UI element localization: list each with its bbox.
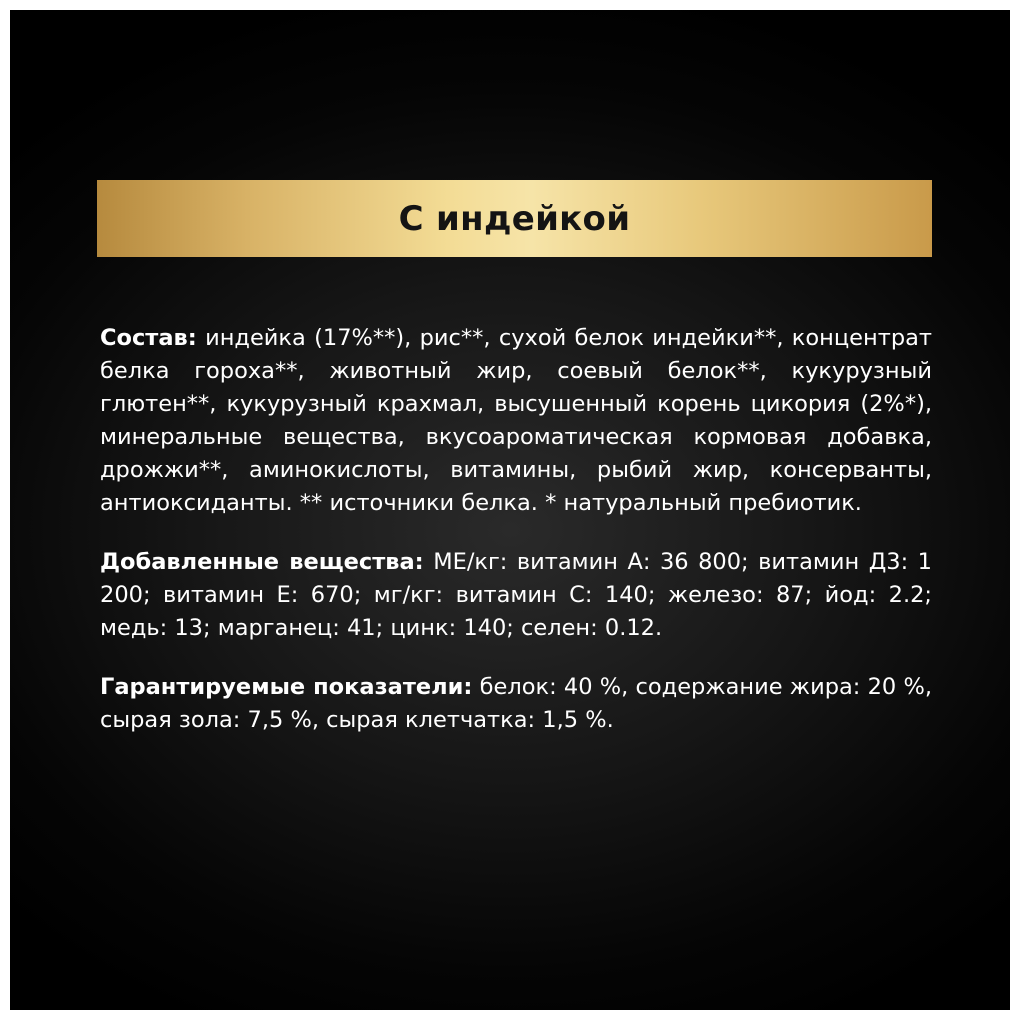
composition-label: Состав: <box>100 325 197 351</box>
composition-paragraph <box>100 322 932 520</box>
guaranteed-paragraph <box>100 671 932 737</box>
product-info-panel <box>10 10 1010 1010</box>
info-text-block <box>100 322 932 737</box>
composition-text: индейка (17%**), рис**, сухой белок индейки**, концентрат белка гороха**, животный жир, соевый белок**, кукурузный глютен**, кукурузный крахмал, высушенный корень цикория (2%*), минеральные вещества, вкусоароматическая кормовая добавка, дрожжи**, аминокислоты, витамины, рыбий жир, консерванты, антиоксиданты. ** источники белка. * натуральный пребиотик. <box>100 325 932 516</box>
guaranteed-label: Гарантируемые показатели: <box>100 674 473 700</box>
additives-paragraph <box>100 546 932 645</box>
additives-text: МЕ/кг: витамин А: 36 800; витамин Д3: 1 200; витамин Е: 670; мг/кг: витамин С: 140; железо: 87; йод: 2.2; медь: 13; марганец: 41; цинк: 140; селен: 0.12. <box>100 549 932 641</box>
flavor-title: С индейкой <box>398 198 631 239</box>
flavor-banner <box>97 180 932 257</box>
additives-label: Добавленные вещества: <box>100 549 424 575</box>
guaranteed-text: белок: 40 %, содержание жира: 20 %, сырая зола: 7,5 %, сырая клетчатка: 1,5 %. <box>100 674 932 733</box>
